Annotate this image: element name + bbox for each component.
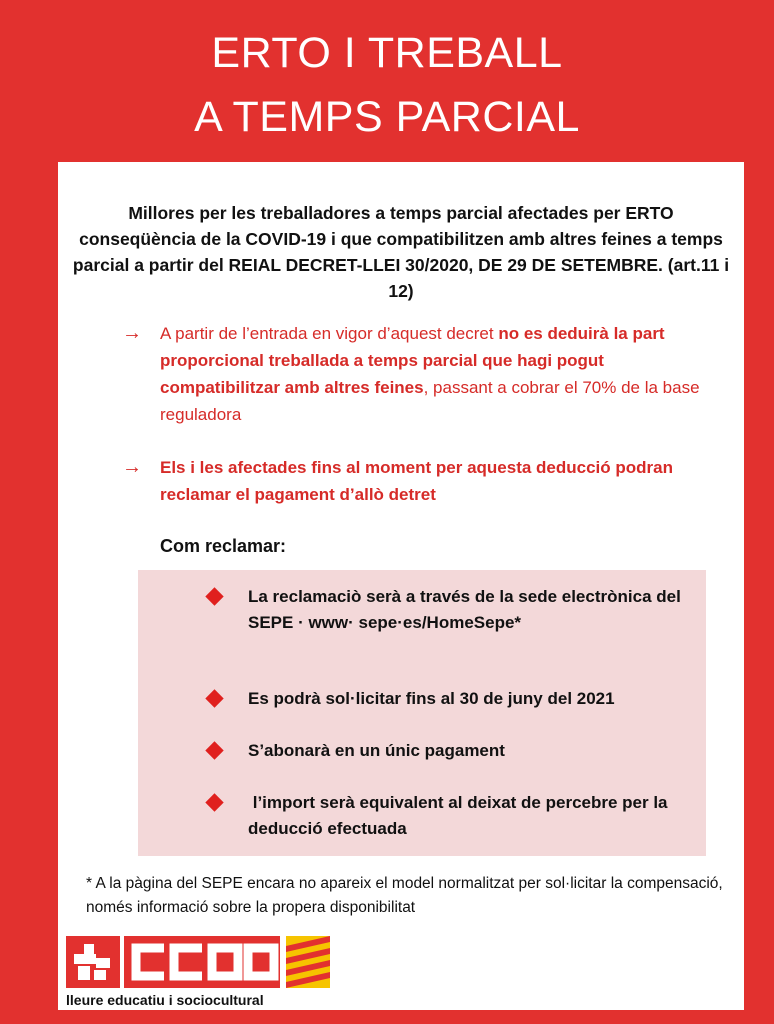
- how-to-claim-heading: Com reclamar:: [160, 536, 287, 556]
- diamond-bullet-icon: [205, 587, 223, 605]
- diamond-bullet-icon: [205, 689, 223, 707]
- footnote: * A la pàgina del SEPE encara no apareix el model normalitzat per sol·licitar la compensació, només informació sobre la propera disponibilitat: [86, 875, 723, 916]
- title-line-1: ERTO I TREBALL: [211, 29, 563, 77]
- point-2: [122, 454, 722, 508]
- point-2-text: Els i les afectades fins al moment per aquesta deducció podran reclamar el pagament d’allò detret: [160, 458, 673, 504]
- logo-subtitle: lleure educatiu i sociocultural: [66, 992, 264, 1008]
- list-item: S’abonarà en un únic pagament: [208, 738, 688, 764]
- arrow-right-icon: →: [122, 456, 142, 478]
- claim-info-box: [138, 570, 706, 856]
- content-panel: [58, 162, 744, 1010]
- list-item: La reclamaciò serà a través de la sede electrònica del SEPE · www· sepe·es/HomeSepe*: [208, 584, 688, 636]
- point-1: [122, 320, 722, 428]
- list-item: l’import serà equivalent al deixat de percebre per la deducció efectuada: [208, 790, 688, 842]
- point-1-text: A partir de l’entrada en vigor d’aquest decret no es deduirà la part proporcional treballada a temps parcial que hagi pogut compatibilitzar amb altres feines, passant a cobrar el 70% de la base reguladora: [160, 324, 700, 424]
- list-item: Es podrà sol·licitar fins al 30 de juny del 2021: [208, 686, 688, 712]
- diamond-bullet-icon: [205, 741, 223, 759]
- diamond-bullet-icon: [205, 793, 223, 811]
- arrow-right-icon: →: [122, 322, 142, 344]
- intro-text: Millores per les treballadores a temps parcial afectades per ERTO conseqüència de la COVID-19 i que compatibilitzen amb altres feines a temps parcial a partir del REIAL DECRET-LLEI 30/2020, DE 29 DE SETEMBRE. (art.11 i 12): [72, 203, 730, 301]
- title-line-2: A TEMPS PARCIAL: [194, 93, 580, 141]
